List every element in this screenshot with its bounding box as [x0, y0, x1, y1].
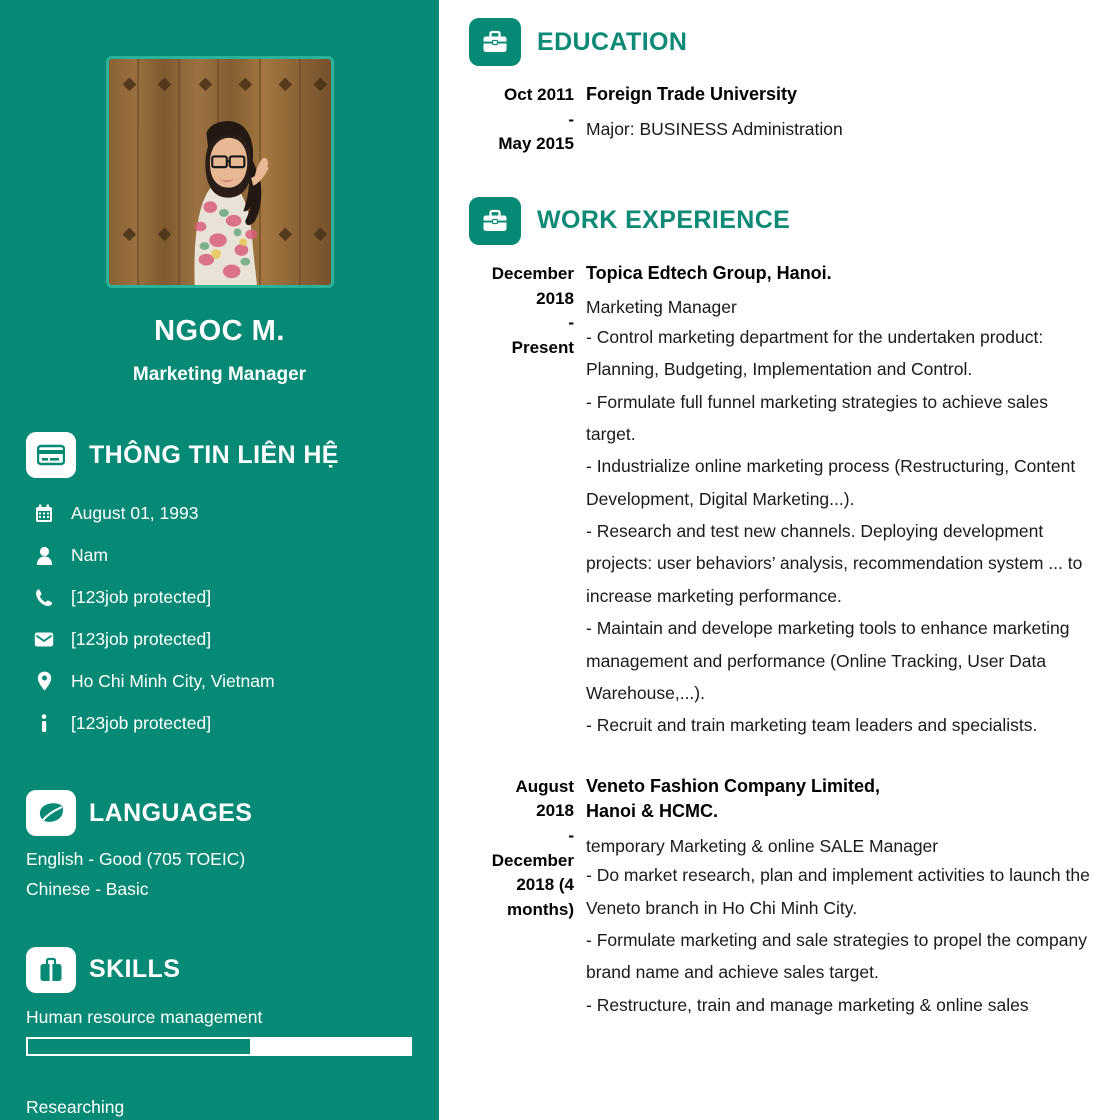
map-pin-icon — [33, 671, 55, 691]
work-company-line2: Hanoi & HCMC. — [586, 801, 718, 822]
language-item: English - Good (705 TOEIC) — [26, 849, 246, 869]
work-entry-body — [574, 774, 1094, 1021]
avatar — [106, 56, 334, 288]
date-dash: - — [568, 826, 574, 845]
work-bullet: - Restructure, train and manage marketing & online sales — [586, 994, 1029, 1015]
profile-role: Marketing Manager — [132, 364, 307, 385]
contact-value: August 01, 1993 — [71, 502, 199, 523]
education-entry-body — [574, 82, 1094, 157]
skills-heading-label: SKILLS — [89, 955, 181, 984]
language-item: Chinese - Basic — [26, 879, 149, 900]
work-entry-dates — [469, 774, 574, 1021]
work-entry — [469, 261, 1094, 742]
date-from-year: 2018 — [536, 288, 574, 308]
leaf-icon — [26, 790, 76, 836]
date-to: May 2015 — [498, 134, 574, 154]
main-content — [455, 0, 1106, 1120]
phone-icon — [33, 588, 55, 607]
envelope-icon — [33, 631, 55, 648]
date-from-year: 2018 — [536, 801, 574, 821]
skill-item — [26, 1097, 413, 1120]
skills-section — [0, 947, 439, 1120]
work-bullet: - Industrialize online marketing process (Restructuring, Content Development, Digital Marketing...). — [586, 456, 1076, 509]
briefcase-icon — [469, 197, 521, 245]
work-entry-dates — [469, 261, 574, 742]
education-entry — [469, 82, 1094, 157]
sidebar — [0, 0, 439, 1120]
contact-value: Ho Chi Minh City, Vietnam — [71, 670, 275, 691]
suitcase-icon — [26, 947, 76, 993]
education-heading-label: EDUCATION — [537, 27, 688, 56]
info-icon — [33, 714, 55, 733]
contact-row-location — [26, 660, 413, 702]
contact-row-birthdate — [26, 492, 413, 534]
skills-heading — [26, 947, 413, 993]
work-bullet: - Recruit and train marketing team leaders and specialists. — [586, 715, 1038, 736]
date-dash: - — [568, 109, 574, 129]
contact-row-phone[interactable] — [26, 576, 413, 618]
contact-value: [123job protected] — [71, 586, 212, 607]
work-title: Marketing Manager — [586, 297, 737, 318]
calendar-icon — [33, 504, 55, 523]
date-to: December — [491, 850, 574, 870]
work-title: temporary Marketing & online SALE Manager — [586, 835, 939, 856]
skill-item — [26, 1007, 413, 1056]
date-to-year: 2018 (4 — [516, 875, 574, 895]
contact-section — [0, 432, 439, 744]
languages-heading — [26, 790, 413, 836]
education-section — [469, 18, 1094, 157]
skill-label: Researching — [26, 1096, 125, 1117]
portrait-photo — [109, 59, 331, 285]
date-dash: - — [568, 313, 574, 333]
credit-card-icon — [26, 432, 76, 478]
column-divider — [439, 0, 455, 1120]
skill-progress-bar — [26, 1037, 412, 1056]
education-major: Major: BUSINESS Administration — [586, 118, 843, 139]
contact-row-info — [26, 702, 413, 744]
contact-value: Nam — [71, 544, 108, 565]
education-institution: Foreign Trade University — [586, 84, 798, 104]
person-icon — [33, 546, 55, 565]
work-heading — [469, 197, 1094, 245]
work-bullet: - Control marketing department for the undertaken product: Planning, Budgeting, Implementation and Control. — [586, 326, 1044, 380]
briefcase-icon — [469, 18, 521, 66]
work-experience-section — [469, 197, 1094, 1021]
contact-heading-label: THÔNG TIN LIÊN HỆ — [89, 440, 339, 469]
date-from: Oct 2011 — [504, 85, 574, 104]
skill-progress-track — [250, 1039, 410, 1054]
work-entry — [469, 774, 1094, 1021]
skill-progress-fill — [28, 1039, 250, 1054]
date-duration: months) — [506, 899, 574, 919]
work-bullet: - Research and test new channels. Deploying development projects: user behaviors’ analysis, recommendation system ... to increase marketing performance. — [586, 521, 1083, 606]
date-from: August — [515, 776, 574, 796]
contact-value: [123job protected] — [71, 628, 212, 649]
work-entry-body — [574, 261, 1094, 742]
work-company: Veneto Fashion Company Limited, — [586, 775, 881, 796]
contact-row-email[interactable] — [26, 618, 413, 660]
education-entry-dates — [469, 82, 574, 157]
contact-heading — [26, 432, 413, 478]
education-heading — [469, 18, 1094, 66]
date-to: Present — [511, 337, 574, 357]
languages-section — [0, 790, 439, 901]
skill-label: Human resource management — [26, 1006, 263, 1027]
contact-row-gender — [26, 534, 413, 576]
work-company: Topica Edtech Group, Hanoi. — [586, 262, 832, 283]
work-heading-label: WORK EXPERIENCE — [537, 206, 791, 235]
contact-list — [26, 492, 413, 744]
languages-heading-label: LANGUAGES — [89, 798, 253, 827]
contact-value: [123job protected] — [71, 712, 212, 733]
page-title: NGOC M. — [154, 315, 285, 347]
date-from: December — [491, 263, 574, 283]
work-bullet: - Maintain and develope marketing tools to enhance marketing management and performance (Online Tracking, User Data Warehouse,...). — [586, 618, 1070, 703]
work-bullet: - Formulate marketing and sale strategies to propel the company brand name and achieve sales target. — [586, 929, 1087, 983]
work-bullet: - Formulate full funnel marketing strategies to achieve sales target. — [586, 391, 1049, 444]
work-bullet: - Do market research, plan and implement activities to launch the Veneto branch in Ho Chi Minh City. — [586, 865, 1090, 918]
